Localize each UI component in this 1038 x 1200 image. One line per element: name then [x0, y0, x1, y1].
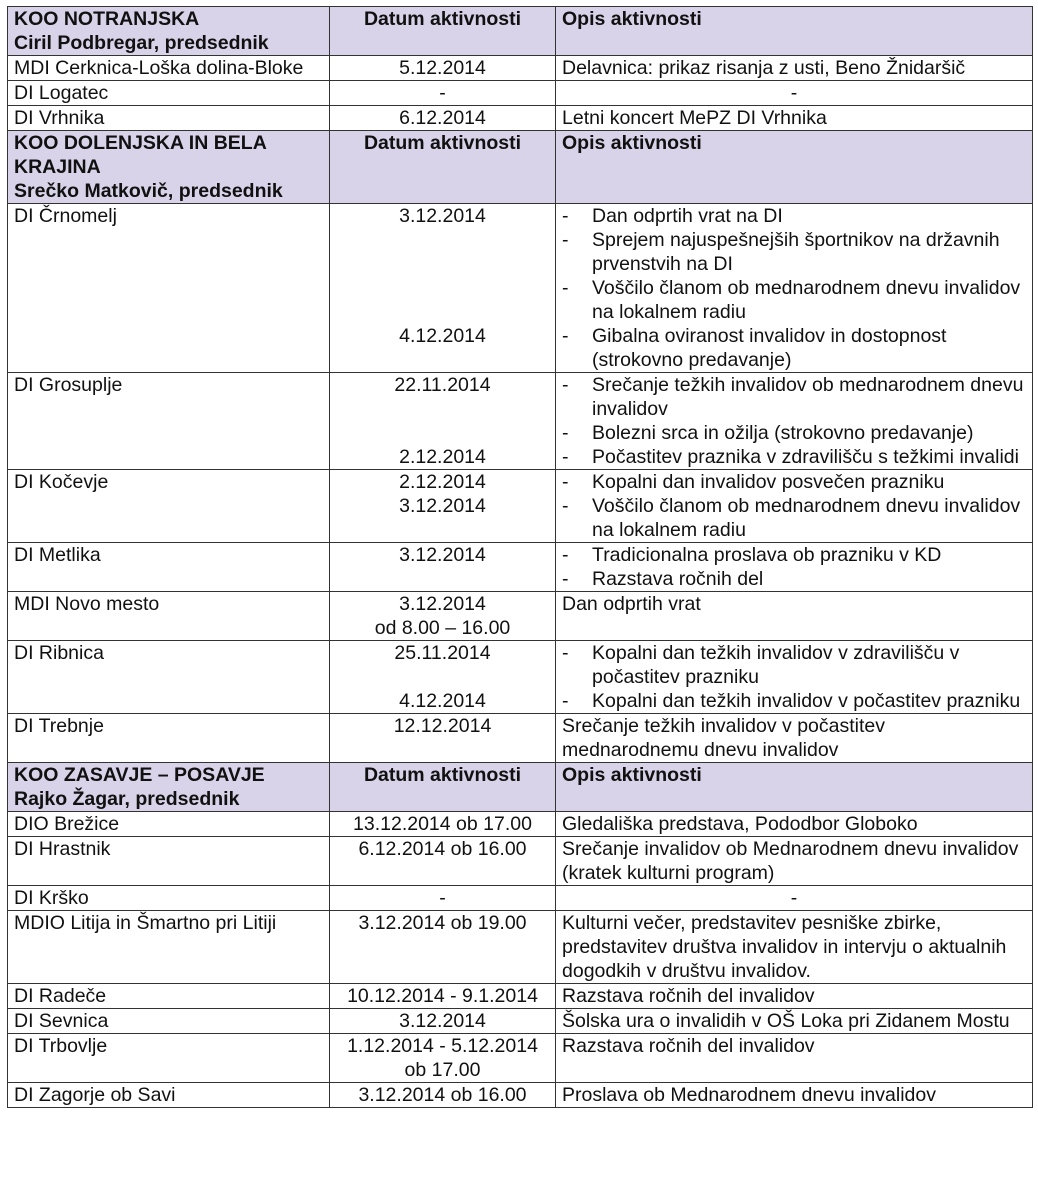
activity-dates	[330, 470, 556, 543]
list-item: - Voščilo članom ob mednarodnem dnevu invalidov na lokalnem radiu	[562, 277, 1021, 323]
society-name: DI Radeče	[8, 984, 330, 1009]
activity-date: 3.12.2014 ob 19.00	[330, 911, 556, 984]
list-item: - Bolezni srca in ožilja (strokovno predavanje)	[562, 422, 974, 444]
table-row	[8, 714, 1033, 763]
list-item: - Dan odprtih vrat na DI	[562, 205, 783, 227]
activities-table	[7, 6, 1033, 1108]
activity-dates	[330, 373, 556, 470]
activity-list	[556, 373, 1033, 470]
date-column-header: Datum aktivnosti	[330, 763, 556, 812]
list-item: - Kopalni dan težkih invalidov v počastitev prazniku	[562, 690, 1021, 712]
activity-dates	[330, 204, 556, 373]
activity-date: 2.12.2014	[399, 446, 486, 468]
table-row	[8, 106, 1033, 131]
society-name: DI Metlika	[8, 543, 330, 592]
activity-date: 3.12.2014	[399, 205, 486, 227]
activity-date: 12.12.2014	[330, 714, 556, 763]
list-item: - Kopalni dan težkih invalidov v zdravilišču v počastitev prazniku	[562, 642, 960, 688]
society-name: DI Trebnje	[8, 714, 330, 763]
activity-date: 3.12.2014	[330, 1009, 556, 1034]
activity-date: 5.12.2014	[330, 56, 556, 81]
society-name: MDI Novo mesto	[8, 592, 330, 641]
activity-date: 6.12.2014 ob 16.00	[330, 837, 556, 886]
list-item: - Počastitev praznika v zdravilišču s težkimi invalidi	[562, 446, 1019, 468]
list-item: - Sprejem najuspešnejših športnikov na državnih prvenstvih na DI	[562, 229, 1000, 275]
table-row	[8, 1034, 1033, 1083]
activity-time: ob 17.00	[404, 1059, 481, 1081]
list-item: - Voščilo članom ob mednarodnem dnevu invalidov na lokalnem radiu	[562, 495, 1021, 541]
table-row	[8, 373, 1033, 470]
society-name: MDI Cerknica-Loška dolina-Bloke	[8, 56, 330, 81]
activity-date: -	[330, 81, 556, 106]
table-row	[8, 812, 1033, 837]
activity-date: 6.12.2014	[330, 106, 556, 131]
activity-description: Letni koncert MePZ DI Vrhnika	[556, 106, 1033, 131]
activity-date: 4.12.2014	[399, 690, 486, 712]
section-title: KOO NOTRANJSKA Ciril Podbregar, predsednik	[8, 7, 330, 56]
activity-list	[556, 470, 1033, 543]
list-item: - Srečanje težkih invalidov ob mednarodnem dnevu invalidov	[562, 374, 1024, 420]
table-row	[8, 56, 1033, 81]
society-name: DI Grosuplje	[8, 373, 330, 470]
table-row	[8, 641, 1033, 714]
activity-description: Dan odprtih vrat	[556, 592, 1033, 641]
table-row	[8, 984, 1033, 1009]
date-column-header: Datum aktivnosti	[330, 131, 556, 204]
section-header	[8, 7, 1033, 56]
list-item: - Razstava ročnih del	[562, 568, 764, 590]
activity-dates	[330, 641, 556, 714]
table-row	[8, 886, 1033, 911]
table-row	[8, 1009, 1033, 1034]
activity-description: -	[556, 886, 1033, 911]
society-name: DIO Brežice	[8, 812, 330, 837]
activity-date: 2.12.2014	[399, 471, 486, 493]
section-title: KOO DOLENJSKA IN BELA KRAJINA Srečko Matkovič, predsednik	[8, 131, 330, 204]
society-name: DI Logatec	[8, 81, 330, 106]
table-row	[8, 911, 1033, 984]
activity-date: -	[330, 886, 556, 911]
activity-date: 22.11.2014	[394, 374, 491, 396]
section-title: KOO ZASAVJE – POSAVJE Rajko Žagar, predsednik	[8, 763, 330, 812]
society-name: DI Vrhnika	[8, 106, 330, 131]
society-name: DI Sevnica	[8, 1009, 330, 1034]
list-item: - Tradicionalna proslava ob prazniku v KD	[562, 544, 942, 566]
section-header	[8, 131, 1033, 204]
activity-description: -	[556, 81, 1033, 106]
description-column-header: Opis aktivnosti	[556, 7, 1033, 56]
society-name: DI Hrastnik	[8, 837, 330, 886]
activity-description: Delavnica: prikaz risanja z usti, Beno Žnidaršič	[556, 56, 1033, 81]
list-item: - Gibalna oviranost invalidov in dostopnost (strokovno predavanje)	[562, 325, 947, 371]
activity-list	[556, 641, 1033, 714]
society-name: MDIO Litija in Šmartno pri Litiji	[8, 911, 330, 984]
description-column-header: Opis aktivnosti	[556, 763, 1033, 812]
table-row	[8, 837, 1033, 886]
table-row	[8, 81, 1033, 106]
table-row	[8, 204, 1033, 373]
activity-dates	[330, 543, 556, 592]
table-row	[8, 1083, 1033, 1108]
section-header	[8, 763, 1033, 812]
activity-date: 3.12.2014 ob 16.00	[330, 1083, 556, 1108]
activity-date: 10.12.2014 - 9.1.2014	[330, 984, 556, 1009]
activity-description: Srečanje težkih invalidov v počastitev mednarodnemu dnevu invalidov	[556, 714, 1033, 763]
activity-date: 1.12.2014 - 5.12.2014	[347, 1035, 538, 1057]
society-name: DI Krško	[8, 886, 330, 911]
table-row	[8, 470, 1033, 543]
activity-description: Proslava ob Mednarodnem dnevu invalidov	[556, 1083, 1033, 1108]
activity-description: Kulturni večer, predstavitev pesniške zbirke, predstavitev društva invalidov in intervju o aktualnih dogodkih v društvu invalidov.	[556, 911, 1033, 984]
society-name: DI Ribnica	[8, 641, 330, 714]
activity-description: Šolska ura o invalidih v OŠ Loka pri Zidanem Mostu	[556, 1009, 1033, 1034]
activity-list	[556, 204, 1033, 373]
date-column-header: Datum aktivnosti	[330, 7, 556, 56]
activity-description: Razstava ročnih del invalidov	[556, 1034, 1033, 1083]
activity-date: 3.12.2014	[399, 593, 486, 615]
activity-description: Gledališka predstava, Pododbor Globoko	[556, 812, 1033, 837]
table-row	[8, 543, 1033, 592]
table-row	[8, 592, 1033, 641]
activity-description: Srečanje invalidov ob Mednarodnem dnevu invalidov (kratek kulturni program)	[556, 837, 1033, 886]
activity-date: 3.12.2014	[399, 544, 486, 566]
society-name: DI Trbovlje	[8, 1034, 330, 1083]
activity-list	[556, 543, 1033, 592]
activity-date: 13.12.2014 ob 17.00	[330, 812, 556, 837]
activity-date: 3.12.2014	[399, 495, 486, 517]
society-name: DI Črnomelj	[8, 204, 330, 373]
activity-date: 25.11.2014	[394, 642, 491, 664]
activity-time: od 8.00 – 16.00	[374, 617, 511, 639]
activity-date: 4.12.2014	[399, 325, 486, 347]
activity-description: Razstava ročnih del invalidov	[556, 984, 1033, 1009]
activity-dates	[330, 1034, 556, 1083]
society-name: DI Zagorje ob Savi	[8, 1083, 330, 1108]
list-item: - Kopalni dan invalidov posvečen prazniku	[562, 471, 945, 493]
activity-dates	[330, 592, 556, 641]
society-name: DI Kočevje	[8, 470, 330, 543]
description-column-header: Opis aktivnosti	[556, 131, 1033, 204]
